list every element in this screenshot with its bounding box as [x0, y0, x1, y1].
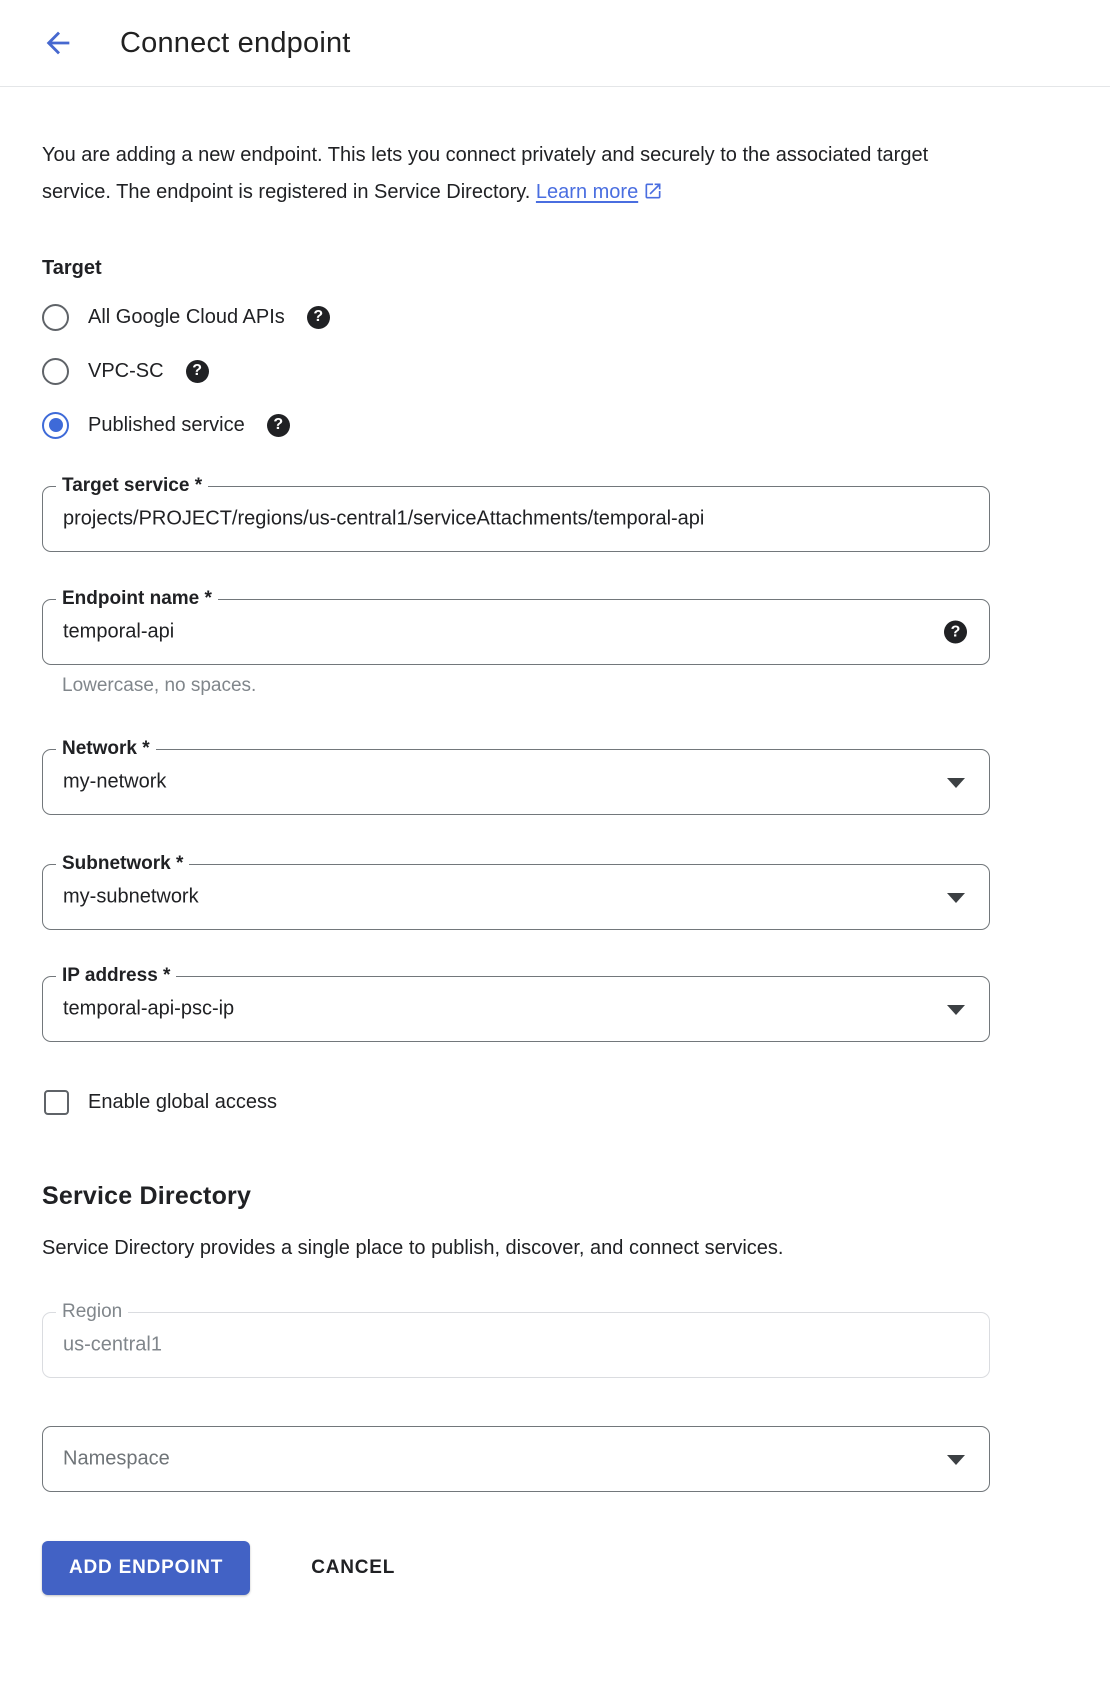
enable-global-access-label: Enable global access — [88, 1090, 278, 1113]
chevron-down-icon[interactable] — [947, 893, 965, 903]
namespace-dropdown[interactable] — [42, 1426, 990, 1492]
learn-more-link[interactable]: Learn more — [535, 181, 639, 203]
radio-option-label: VPC-SC — [88, 359, 164, 382]
radio-button-icon[interactable] — [42, 304, 69, 331]
external-link-icon[interactable] — [638, 181, 663, 203]
add-endpoint-button[interactable]: ADD ENDPOINT — [42, 1541, 250, 1595]
region-field-disabled — [42, 1301, 990, 1378]
help-icon[interactable]: ? — [267, 414, 290, 437]
network-dropdown[interactable] — [42, 738, 990, 815]
radio-button-icon[interactable] — [42, 412, 69, 439]
page-header — [0, 0, 1110, 87]
cancel-button[interactable]: CANCEL — [299, 1547, 407, 1589]
intro-text — [42, 137, 987, 211]
help-icon[interactable]: ? — [307, 306, 330, 329]
ip-address-label: IP address * — [56, 965, 176, 987]
subnetwork-dropdown[interactable] — [42, 853, 990, 930]
endpoint-name-field[interactable] — [42, 588, 990, 665]
enable-global-access-row[interactable] — [42, 1088, 990, 1116]
ip-address-value: temporal-api-psc-ip — [63, 997, 235, 1020]
endpoint-name-helper-text: Lowercase, no spaces. — [62, 675, 257, 696]
radio-option-label: All Google Cloud APIs — [88, 305, 285, 328]
namespace-placeholder: Namespace — [63, 1447, 170, 1470]
ip-address-dropdown[interactable] — [42, 965, 990, 1042]
chevron-down-icon[interactable] — [947, 1005, 965, 1015]
target-section-label: Target — [42, 257, 102, 279]
target-service-label: Target service * — [56, 475, 208, 497]
network-label: Network * — [56, 738, 156, 760]
radio-option-label: Published service — [88, 413, 245, 436]
radio-option-published-service[interactable] — [42, 408, 1068, 442]
back-arrow-icon[interactable] — [40, 25, 76, 61]
network-value: my-network — [63, 770, 167, 793]
service-directory-description: Service Directory provides a single place to publish, discover, and connect services. — [42, 1237, 784, 1259]
intro-text-body: You are adding a new endpoint. This lets you connect privately and securely to the associated target service. The endpoint is registered in Service Directory. — [42, 144, 929, 203]
help-icon[interactable]: ? — [186, 360, 209, 383]
region-label: Region — [56, 1301, 128, 1323]
chevron-down-icon[interactable] — [947, 778, 965, 788]
target-service-value[interactable]: projects/PROJECT/regions/us-central1/serviceAttachments/temporal-api — [63, 507, 705, 530]
subnetwork-value: my-subnetwork — [63, 885, 199, 908]
chevron-down-icon[interactable] — [947, 1455, 965, 1465]
region-value: us-central1 — [63, 1333, 162, 1356]
subnetwork-label: Subnetwork * — [56, 853, 189, 875]
help-icon[interactable]: ? — [944, 621, 967, 644]
radio-button-icon[interactable] — [42, 358, 69, 385]
endpoint-name-value[interactable]: temporal-api — [63, 620, 175, 643]
target-service-field[interactable] — [42, 475, 990, 552]
radio-option-all-google-cloud-apis[interactable] — [42, 300, 1068, 334]
checkbox-icon[interactable] — [44, 1090, 69, 1115]
radio-option-vpc-sc[interactable] — [42, 354, 1068, 388]
page-title: Connect endpoint — [120, 26, 351, 59]
endpoint-name-label: Endpoint name * — [56, 588, 218, 610]
service-directory-heading: Service Directory — [42, 1182, 252, 1210]
